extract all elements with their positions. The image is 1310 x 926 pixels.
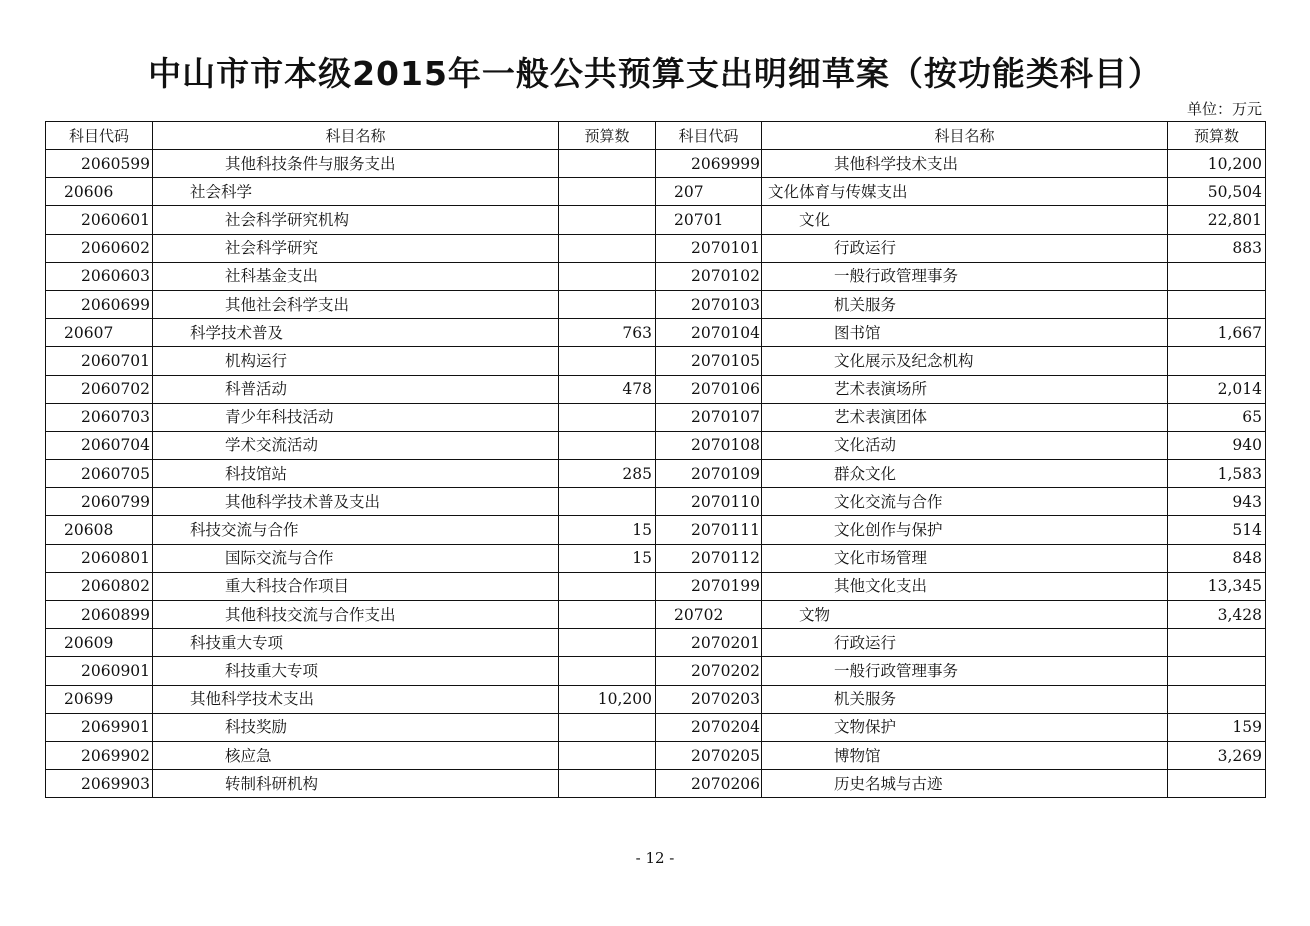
right-amount-cell: 1,667 xyxy=(1168,319,1266,347)
right-code-cell: 2070206 xyxy=(656,770,762,798)
left-amount-cell: 10,200 xyxy=(559,685,656,713)
left-amount-cell xyxy=(559,741,656,769)
left-amount-cell xyxy=(559,657,656,685)
right-name-cell: 历史名城与古迹 xyxy=(762,770,1168,798)
left-name-cell: 其他社会科学支出 xyxy=(153,290,559,318)
right-code-cell: 2070102 xyxy=(656,262,762,290)
table-row xyxy=(46,516,1266,544)
right-code-cell: 2070107 xyxy=(656,403,762,431)
left-amount-cell xyxy=(559,572,656,600)
table-row xyxy=(46,601,1266,629)
header-left-amount: 预算数 xyxy=(559,122,656,150)
right-amount-cell: 848 xyxy=(1168,544,1266,572)
left-amount-cell xyxy=(559,150,656,178)
left-amount-cell: 15 xyxy=(559,516,656,544)
right-amount-cell: 13,345 xyxy=(1168,572,1266,600)
right-code-cell: 20701 xyxy=(656,206,762,234)
right-name-cell: 机关服务 xyxy=(762,290,1168,318)
table-row xyxy=(46,178,1266,206)
right-code-cell: 2070199 xyxy=(656,572,762,600)
right-code-cell: 2070201 xyxy=(656,629,762,657)
left-amount-cell xyxy=(559,601,656,629)
right-name-cell: 行政运行 xyxy=(762,234,1168,262)
right-amount-cell: 2,014 xyxy=(1168,375,1266,403)
right-code-cell: 2070205 xyxy=(656,741,762,769)
right-name-cell: 一般行政管理事务 xyxy=(762,657,1168,685)
left-code-cell: 2060802 xyxy=(46,572,153,600)
header-left-code: 科目代码 xyxy=(46,122,153,150)
left-name-cell: 学术交流活动 xyxy=(153,431,559,459)
left-code-cell: 2060603 xyxy=(46,262,153,290)
table-header-row xyxy=(46,122,1266,150)
right-name-cell: 文化展示及纪念机构 xyxy=(762,347,1168,375)
table-row xyxy=(46,629,1266,657)
right-amount-cell: 3,428 xyxy=(1168,601,1266,629)
right-code-cell: 2070103 xyxy=(656,290,762,318)
right-amount-cell: 22,801 xyxy=(1168,206,1266,234)
left-name-cell: 机构运行 xyxy=(153,347,559,375)
left-amount-cell xyxy=(559,488,656,516)
left-name-cell: 科学技术普及 xyxy=(153,319,559,347)
left-name-cell: 社科基金支出 xyxy=(153,262,559,290)
right-amount-cell: 3,269 xyxy=(1168,741,1266,769)
left-amount-cell xyxy=(559,770,656,798)
left-name-cell: 国际交流与合作 xyxy=(153,544,559,572)
left-code-cell: 20609 xyxy=(46,629,153,657)
right-code-cell: 2070104 xyxy=(656,319,762,347)
header-right-amount: 预算数 xyxy=(1168,122,1266,150)
right-name-cell: 文化市场管理 xyxy=(762,544,1168,572)
left-code-cell: 2060601 xyxy=(46,206,153,234)
right-name-cell: 文化交流与合作 xyxy=(762,488,1168,516)
right-code-cell: 2070202 xyxy=(656,657,762,685)
left-amount-cell: 15 xyxy=(559,544,656,572)
left-code-cell: 20606 xyxy=(46,178,153,206)
left-name-cell: 科技重大专项 xyxy=(153,657,559,685)
table-row xyxy=(46,657,1266,685)
right-code-cell: 2070106 xyxy=(656,375,762,403)
left-amount-cell xyxy=(559,629,656,657)
left-name-cell: 科技交流与合作 xyxy=(153,516,559,544)
left-code-cell: 2060901 xyxy=(46,657,153,685)
right-code-cell: 2070111 xyxy=(656,516,762,544)
right-name-cell: 一般行政管理事务 xyxy=(762,262,1168,290)
right-code-cell: 20702 xyxy=(656,601,762,629)
table-row xyxy=(46,488,1266,516)
left-name-cell: 其他科学技术普及支出 xyxy=(153,488,559,516)
right-amount-cell: 50,504 xyxy=(1168,178,1266,206)
left-code-cell: 2060899 xyxy=(46,601,153,629)
right-code-cell: 2070105 xyxy=(656,347,762,375)
right-name-cell: 图书馆 xyxy=(762,319,1168,347)
left-code-cell: 2060703 xyxy=(46,403,153,431)
left-name-cell: 社会科学研究 xyxy=(153,234,559,262)
right-name-cell: 文物保护 xyxy=(762,713,1168,741)
table-row xyxy=(46,150,1266,178)
left-name-cell: 青少年科技活动 xyxy=(153,403,559,431)
right-name-cell: 文化创作与保护 xyxy=(762,516,1168,544)
right-amount-cell: 514 xyxy=(1168,516,1266,544)
header-right-name: 科目名称 xyxy=(762,122,1168,150)
left-amount-cell xyxy=(559,178,656,206)
right-amount-cell xyxy=(1168,685,1266,713)
table-row xyxy=(46,460,1266,488)
left-amount-cell: 478 xyxy=(559,375,656,403)
right-name-cell: 文化 xyxy=(762,206,1168,234)
header-right-code: 科目代码 xyxy=(656,122,762,150)
right-code-cell: 2070109 xyxy=(656,460,762,488)
left-code-cell: 2069903 xyxy=(46,770,153,798)
table-row xyxy=(46,572,1266,600)
left-amount-cell xyxy=(559,206,656,234)
left-amount-cell xyxy=(559,234,656,262)
table-row xyxy=(46,544,1266,572)
left-name-cell: 其他科技条件与服务支出 xyxy=(153,150,559,178)
right-name-cell: 艺术表演团体 xyxy=(762,403,1168,431)
left-name-cell: 科技奖励 xyxy=(153,713,559,741)
table-row xyxy=(46,741,1266,769)
left-code-cell: 2060699 xyxy=(46,290,153,318)
right-name-cell: 其他科学技术支出 xyxy=(762,150,1168,178)
left-code-cell: 2060704 xyxy=(46,431,153,459)
left-name-cell: 其他科技交流与合作支出 xyxy=(153,601,559,629)
table-row xyxy=(46,319,1266,347)
table-row xyxy=(46,403,1266,431)
left-amount-cell xyxy=(559,347,656,375)
left-name-cell: 重大科技合作项目 xyxy=(153,572,559,600)
left-code-cell: 2069902 xyxy=(46,741,153,769)
right-amount-cell: 65 xyxy=(1168,403,1266,431)
right-code-cell: 2070203 xyxy=(656,685,762,713)
right-amount-cell xyxy=(1168,347,1266,375)
right-amount-cell: 883 xyxy=(1168,234,1266,262)
table-body xyxy=(46,150,1266,798)
table-row xyxy=(46,234,1266,262)
left-amount-cell: 763 xyxy=(559,319,656,347)
right-amount-cell: 940 xyxy=(1168,431,1266,459)
left-amount-cell xyxy=(559,290,656,318)
table-row xyxy=(46,262,1266,290)
right-name-cell: 博物馆 xyxy=(762,741,1168,769)
left-name-cell: 其他科学技术支出 xyxy=(153,685,559,713)
left-amount-cell xyxy=(559,431,656,459)
right-code-cell: 2070101 xyxy=(656,234,762,262)
left-name-cell: 科普活动 xyxy=(153,375,559,403)
right-name-cell: 文物 xyxy=(762,601,1168,629)
page-number: - 12 - xyxy=(635,849,675,867)
left-code-cell: 2060799 xyxy=(46,488,153,516)
left-code-cell: 2060702 xyxy=(46,375,153,403)
right-amount-cell: 943 xyxy=(1168,488,1266,516)
unit-label: 单位：万元 xyxy=(1186,100,1262,118)
right-amount-cell xyxy=(1168,629,1266,657)
left-code-cell: 2060705 xyxy=(46,460,153,488)
right-name-cell: 文化活动 xyxy=(762,431,1168,459)
right-code-cell: 2070108 xyxy=(656,431,762,459)
table-row xyxy=(46,685,1266,713)
header-left-name: 科目名称 xyxy=(153,122,559,150)
left-code-cell: 2060801 xyxy=(46,544,153,572)
right-name-cell: 艺术表演场所 xyxy=(762,375,1168,403)
left-code-cell: 20699 xyxy=(46,685,153,713)
left-amount-cell xyxy=(559,262,656,290)
right-name-cell: 文化体育与传媒支出 xyxy=(762,178,1168,206)
left-code-cell: 2060599 xyxy=(46,150,153,178)
right-amount-cell: 1,583 xyxy=(1168,460,1266,488)
left-code-cell: 20607 xyxy=(46,319,153,347)
right-code-cell: 2069999 xyxy=(656,150,762,178)
right-code-cell: 2070204 xyxy=(656,713,762,741)
table-row xyxy=(46,431,1266,459)
right-amount-cell xyxy=(1168,290,1266,318)
left-code-cell: 2060602 xyxy=(46,234,153,262)
right-name-cell: 机关服务 xyxy=(762,685,1168,713)
table-row xyxy=(46,770,1266,798)
left-amount-cell xyxy=(559,403,656,431)
right-code-cell: 2070110 xyxy=(656,488,762,516)
left-name-cell: 社会科学 xyxy=(153,178,559,206)
right-amount-cell: 10,200 xyxy=(1168,150,1266,178)
right-name-cell: 其他文化支出 xyxy=(762,572,1168,600)
table-row xyxy=(46,375,1266,403)
right-code-cell: 2070112 xyxy=(656,544,762,572)
page-title: 中山市市本级2015年一般公共预算支出明细草案（按功能类科目） xyxy=(148,54,1162,93)
right-amount-cell xyxy=(1168,262,1266,290)
right-name-cell: 行政运行 xyxy=(762,629,1168,657)
right-code-cell: 207 xyxy=(656,178,762,206)
table-row xyxy=(46,347,1266,375)
left-code-cell: 2060701 xyxy=(46,347,153,375)
table-row xyxy=(46,713,1266,741)
table-row xyxy=(46,206,1266,234)
left-code-cell: 2069901 xyxy=(46,713,153,741)
left-name-cell: 社会科学研究机构 xyxy=(153,206,559,234)
left-name-cell: 科技重大专项 xyxy=(153,629,559,657)
table-row xyxy=(46,290,1266,318)
left-name-cell: 核应急 xyxy=(153,741,559,769)
budget-table xyxy=(45,121,1266,798)
left-name-cell: 科技馆站 xyxy=(153,460,559,488)
right-amount-cell xyxy=(1168,657,1266,685)
right-amount-cell xyxy=(1168,770,1266,798)
right-amount-cell: 159 xyxy=(1168,713,1266,741)
left-name-cell: 转制科研机构 xyxy=(153,770,559,798)
left-amount-cell xyxy=(559,713,656,741)
left-amount-cell: 285 xyxy=(559,460,656,488)
right-name-cell: 群众文化 xyxy=(762,460,1168,488)
left-code-cell: 20608 xyxy=(46,516,153,544)
